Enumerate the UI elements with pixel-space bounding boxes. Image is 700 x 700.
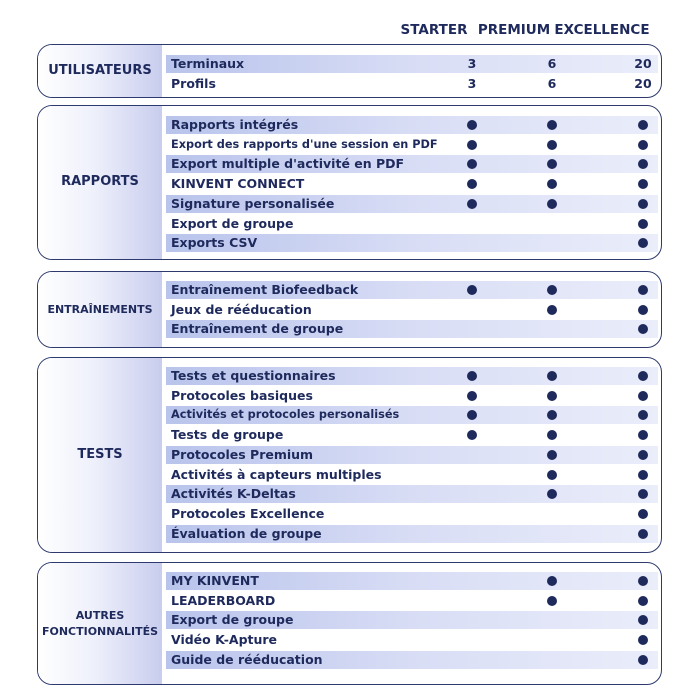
feature-row [166, 75, 658, 93]
section-4 [37, 357, 662, 553]
plan-header [0, 22, 700, 42]
feature-label: KINVENT CONNECT [171, 176, 305, 192]
feature-row [166, 426, 658, 444]
feature-row [166, 55, 658, 73]
included-dot-icon [638, 410, 648, 420]
included-dot-icon [467, 285, 477, 295]
included-dot-icon [547, 179, 557, 189]
feature-label: Activités K-Deltas [171, 486, 296, 502]
included-dot-icon [467, 410, 477, 420]
feature-label: Entraînement Biofeedback [171, 282, 359, 297]
included-dot-icon [638, 596, 648, 606]
section-2 [37, 105, 662, 260]
feature-label: Terminaux [171, 56, 245, 71]
included-dot-icon [638, 179, 648, 189]
included-dot-icon [547, 489, 557, 499]
feature-value: 3 [467, 56, 477, 71]
plan-premium: PREMIUM [477, 22, 551, 38]
feature-label: Vidéo K-Apture [171, 632, 278, 648]
feature-label: Profils [171, 75, 216, 91]
feature-label: Protocoles basiques [171, 387, 313, 403]
included-dot-icon [467, 159, 477, 169]
included-dot-icon [638, 371, 648, 381]
feature-label: Jeux de rééducation [171, 301, 312, 317]
feature-row [166, 301, 658, 319]
feature-row [166, 505, 658, 523]
feature-label: Protocoles Excellence [171, 505, 325, 521]
feature-label: Rapports intégrés [171, 117, 299, 132]
feature-row [166, 485, 658, 503]
included-dot-icon [638, 238, 648, 248]
included-dot-icon [638, 120, 648, 130]
included-dot-icon [638, 470, 648, 480]
included-dot-icon [638, 489, 648, 499]
included-dot-icon [547, 199, 557, 209]
included-dot-icon [467, 430, 477, 440]
feature-value: 20 [634, 75, 652, 91]
included-dot-icon [547, 576, 557, 586]
feature-label: Activités à capteurs multiples [171, 466, 382, 482]
included-dot-icon [547, 450, 557, 460]
category-label: AUTRES FONCTIONNALITÉS [38, 563, 162, 684]
feature-label: Tests et questionnaires [171, 368, 336, 383]
included-dot-icon [467, 199, 477, 209]
included-dot-icon [467, 179, 477, 189]
included-dot-icon [467, 371, 477, 381]
included-dot-icon [638, 655, 648, 665]
category-label: TESTS [38, 358, 162, 552]
included-dot-icon [547, 305, 557, 315]
included-dot-icon [547, 430, 557, 440]
feature-row [166, 195, 658, 213]
feature-value: 6 [547, 75, 557, 91]
feature-value: 20 [634, 56, 652, 71]
category-label: RAPPORTS [38, 106, 162, 259]
included-dot-icon [638, 305, 648, 315]
category-label: ENTRAÎNEMENTS [38, 272, 162, 347]
included-dot-icon [638, 509, 648, 519]
included-dot-icon [547, 120, 557, 130]
feature-row [166, 175, 658, 193]
included-dot-icon [638, 529, 648, 539]
included-dot-icon [638, 140, 648, 150]
feature-value: 3 [467, 75, 477, 91]
feature-row [166, 466, 658, 484]
feature-row [166, 320, 658, 338]
feature-row [166, 234, 658, 252]
feature-label: Guide de rééducation [171, 651, 323, 667]
included-dot-icon [638, 576, 648, 586]
included-dot-icon [547, 159, 557, 169]
feature-row [166, 367, 658, 385]
category-label: UTILISATEURS [38, 45, 162, 97]
section-1 [37, 44, 662, 98]
feature-row [166, 446, 658, 464]
section-5 [37, 562, 662, 685]
included-dot-icon [547, 140, 557, 150]
feature-label: Signature personalisée [171, 195, 335, 211]
feature-row [166, 611, 658, 629]
feature-label: MY KINVENT [171, 573, 259, 588]
feature-label: LEADERBOARD [171, 592, 276, 608]
included-dot-icon [547, 371, 557, 381]
included-dot-icon [467, 391, 477, 401]
feature-row [166, 631, 658, 649]
plan-starter: STARTER [400, 22, 468, 38]
section-3 [37, 271, 662, 348]
feature-label: Protocoles Premium [171, 446, 314, 462]
included-dot-icon [547, 596, 557, 606]
feature-row [166, 525, 658, 543]
included-dot-icon [638, 199, 648, 209]
feature-label: Export des rapports d'une session en PDF [171, 137, 438, 151]
included-dot-icon [638, 324, 648, 334]
included-dot-icon [638, 450, 648, 460]
feature-label: Export de groupe [171, 612, 294, 628]
feature-row [166, 136, 658, 154]
feature-label: Tests de groupe [171, 427, 284, 443]
included-dot-icon [467, 140, 477, 150]
plan-excellence: EXCELLENCE [554, 22, 650, 38]
included-dot-icon [547, 470, 557, 480]
included-dot-icon [638, 285, 648, 295]
included-dot-icon [638, 635, 648, 645]
feature-row [166, 572, 658, 590]
included-dot-icon [467, 120, 477, 130]
feature-label: Évaluation de groupe [171, 525, 322, 541]
feature-row [166, 406, 658, 424]
feature-row [166, 387, 658, 405]
included-dot-icon [638, 219, 648, 229]
feature-row [166, 215, 658, 233]
included-dot-icon [547, 410, 557, 420]
feature-row [166, 116, 658, 134]
feature-label: Export multiple d'activité en PDF [171, 156, 405, 172]
feature-row [166, 592, 658, 610]
included-dot-icon [638, 430, 648, 440]
included-dot-icon [547, 285, 557, 295]
feature-row [166, 281, 658, 299]
feature-row [166, 155, 658, 173]
feature-value: 6 [547, 56, 557, 71]
feature-label: Entraînement de groupe [171, 321, 344, 337]
included-dot-icon [638, 391, 648, 401]
feature-row [166, 651, 658, 669]
feature-label: Activités et protocoles personalisés [171, 408, 400, 422]
included-dot-icon [638, 159, 648, 169]
feature-label: Exports CSV [171, 235, 258, 251]
included-dot-icon [638, 615, 648, 625]
included-dot-icon [547, 391, 557, 401]
feature-label: Export de groupe [171, 215, 294, 231]
